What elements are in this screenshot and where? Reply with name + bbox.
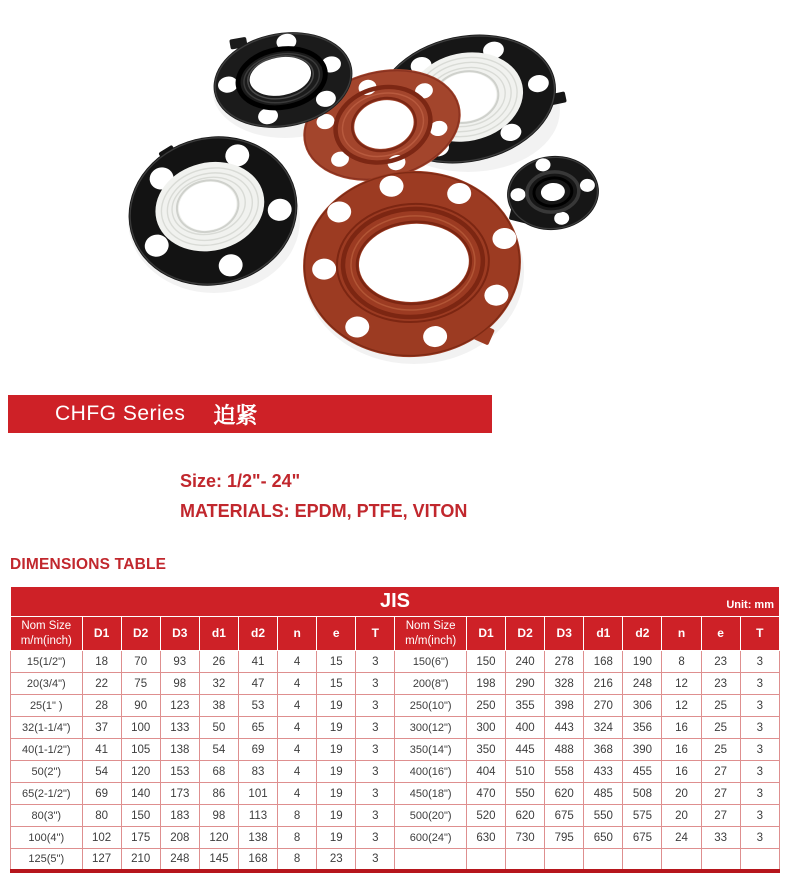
dim-cell: 3 <box>740 761 779 783</box>
dim-cell: 41 <box>238 651 277 673</box>
series-banner <box>8 395 492 433</box>
dim-cell: 150 <box>121 805 160 827</box>
dim-cell: 8 <box>278 827 317 849</box>
product-photo <box>0 0 790 390</box>
dim-cell: 25 <box>701 739 740 761</box>
col-header-D3: D3 <box>160 617 199 651</box>
dim-cell: 69 <box>82 783 121 805</box>
dim-cell: 18 <box>82 651 121 673</box>
dim-cell: 550 <box>584 805 623 827</box>
dim-cell: 120 <box>121 761 160 783</box>
dim-cell: 23 <box>701 673 740 695</box>
dim-cell: 240 <box>506 651 545 673</box>
col-header-D1: D1 <box>466 617 505 651</box>
dim-cell: 3 <box>740 651 779 673</box>
dim-cell: 190 <box>623 651 662 673</box>
table-row <box>11 827 780 849</box>
col-header-D2: D2 <box>506 617 545 651</box>
dim-cell: 445 <box>506 739 545 761</box>
dim-cell: 168 <box>584 651 623 673</box>
nom-size-cell: 125(5") <box>11 849 83 871</box>
dim-cell: 133 <box>160 717 199 739</box>
dim-cell: 69 <box>238 739 277 761</box>
dim-cell: 508 <box>623 783 662 805</box>
dim-cell: 27 <box>701 783 740 805</box>
dim-cell: 290 <box>506 673 545 695</box>
dim-cell: 650 <box>584 827 623 849</box>
dim-cell: 455 <box>623 761 662 783</box>
dim-cell: 8 <box>278 805 317 827</box>
dim-cell: 3 <box>740 827 779 849</box>
nom-size-cell: 600(24") <box>395 827 467 849</box>
dim-cell: 19 <box>317 783 356 805</box>
dim-cell: 398 <box>545 695 584 717</box>
dimensions-table <box>10 586 780 873</box>
nom-size-cell: 250(10") <box>395 695 467 717</box>
dim-cell: 443 <box>545 717 584 739</box>
dim-cell: 3 <box>356 849 395 871</box>
unit-label: Unit: mm <box>726 599 774 611</box>
dim-cell: 175 <box>121 827 160 849</box>
dim-cell: 168 <box>238 849 277 871</box>
dim-cell: 145 <box>199 849 238 871</box>
dim-cell: 183 <box>160 805 199 827</box>
dim-cell: 75 <box>121 673 160 695</box>
nom-size-cell: 350(14") <box>395 739 467 761</box>
dim-cell: 210 <box>121 849 160 871</box>
dim-cell: 433 <box>584 761 623 783</box>
dim-cell: 54 <box>199 739 238 761</box>
table-row <box>11 673 780 695</box>
nom-size-cell: 20(3/4") <box>11 673 83 695</box>
series-title: CHFG Series <box>55 402 186 425</box>
dim-cell: 153 <box>160 761 199 783</box>
dim-cell: 390 <box>623 739 662 761</box>
table-row <box>11 761 780 783</box>
dim-cell: 3 <box>356 827 395 849</box>
standard-band-row <box>11 587 780 617</box>
dim-cell: 4 <box>278 761 317 783</box>
dim-cell: 65 <box>238 717 277 739</box>
dim-cell: 19 <box>317 717 356 739</box>
nom-size-cell: 200(8") <box>395 673 467 695</box>
dim-cell: 630 <box>466 827 505 849</box>
dim-cell: 3 <box>740 739 779 761</box>
dim-cell: 306 <box>623 695 662 717</box>
dim-cell: 15 <box>317 651 356 673</box>
col-header-D1: D1 <box>82 617 121 651</box>
dim-cell: 470 <box>466 783 505 805</box>
col-header-D2: D2 <box>121 617 160 651</box>
dim-cell: 32 <box>199 673 238 695</box>
dim-cell: 98 <box>199 805 238 827</box>
dim-cell: 675 <box>545 805 584 827</box>
dim-cell: 70 <box>121 651 160 673</box>
dim-cell: 113 <box>238 805 277 827</box>
dim-cell: 33 <box>701 827 740 849</box>
dim-cell: 575 <box>623 805 662 827</box>
dim-cell: 620 <box>545 783 584 805</box>
materials-spec: MATERIALS: EPDM, PTFE, VITON <box>180 501 468 521</box>
dim-cell <box>545 849 584 871</box>
dim-cell: 278 <box>545 651 584 673</box>
dim-cell: 404 <box>466 761 505 783</box>
dim-cell: 80 <box>82 805 121 827</box>
dim-cell: 120 <box>199 827 238 849</box>
dim-cell: 38 <box>199 695 238 717</box>
dim-cell <box>740 849 779 871</box>
dim-cell: 3 <box>740 805 779 827</box>
col-header-D3: D3 <box>545 617 584 651</box>
gasket-black-small-right <box>503 151 603 234</box>
col-header-n: n <box>662 617 701 651</box>
dim-cell: 16 <box>662 739 701 761</box>
dim-cell: 26 <box>199 651 238 673</box>
dim-cell: 19 <box>317 739 356 761</box>
dim-cell: 53 <box>238 695 277 717</box>
nom-size-cell: 300(12") <box>395 717 467 739</box>
dim-cell: 22 <box>82 673 121 695</box>
dim-cell: 19 <box>317 827 356 849</box>
dim-cell: 102 <box>82 827 121 849</box>
dim-cell: 3 <box>740 783 779 805</box>
dim-cell: 100 <box>121 717 160 739</box>
dim-cell: 83 <box>238 761 277 783</box>
dim-cell: 4 <box>278 739 317 761</box>
dim-cell: 355 <box>506 695 545 717</box>
nom-size-cell: 32(1-1/4") <box>11 717 83 739</box>
dim-cell: 16 <box>662 717 701 739</box>
table-row <box>11 717 780 739</box>
dim-cell: 208 <box>160 827 199 849</box>
dim-cell: 3 <box>356 673 395 695</box>
table-row <box>11 849 780 871</box>
dim-cell: 23 <box>317 849 356 871</box>
dim-cell: 4 <box>278 783 317 805</box>
dim-cell: 3 <box>356 783 395 805</box>
col-header-nom-size: Nom Size m/m(inch) <box>395 617 467 651</box>
dim-cell: 350 <box>466 739 505 761</box>
dim-cell: 4 <box>278 695 317 717</box>
dim-cell: 3 <box>356 761 395 783</box>
product-photo-gaskets <box>0 0 790 390</box>
dim-cell: 138 <box>238 827 277 849</box>
dim-cell: 3 <box>356 805 395 827</box>
dim-cell: 730 <box>506 827 545 849</box>
dim-cell: 3 <box>356 695 395 717</box>
dim-cell: 16 <box>662 761 701 783</box>
dim-cell: 510 <box>506 761 545 783</box>
dim-cell <box>584 849 623 871</box>
dim-cell: 90 <box>121 695 160 717</box>
dim-cell: 520 <box>466 805 505 827</box>
column-header-row <box>11 617 780 651</box>
dim-cell: 138 <box>160 739 199 761</box>
nom-size-cell: 400(16") <box>395 761 467 783</box>
dim-cell: 25 <box>701 717 740 739</box>
nom-size-cell <box>395 849 467 871</box>
dim-cell: 27 <box>701 805 740 827</box>
dim-cell: 3 <box>356 717 395 739</box>
dim-cell: 675 <box>623 827 662 849</box>
dim-cell: 123 <box>160 695 199 717</box>
nom-size-cell: 25(1" ) <box>11 695 83 717</box>
dim-cell: 101 <box>238 783 277 805</box>
nom-size-cell: 50(2") <box>11 761 83 783</box>
dim-cell: 68 <box>199 761 238 783</box>
dim-cell: 248 <box>623 673 662 695</box>
dim-cell: 28 <box>82 695 121 717</box>
dim-cell: 27 <box>701 761 740 783</box>
nom-size-cell: 15(1/2") <box>11 651 83 673</box>
series-title-cn: 迫紧 <box>213 402 258 428</box>
gasket-black-ptfe-bottom-left <box>113 118 314 303</box>
dim-cell: 140 <box>121 783 160 805</box>
col-header-e: e <box>317 617 356 651</box>
dim-cell: 93 <box>160 651 199 673</box>
dim-cell: 8 <box>662 651 701 673</box>
product-specs <box>180 466 790 526</box>
dim-cell: 4 <box>278 717 317 739</box>
dim-cell <box>623 849 662 871</box>
col-header-T: T <box>356 617 395 651</box>
dim-cell: 300 <box>466 717 505 739</box>
dim-cell: 173 <box>160 783 199 805</box>
dim-cell: 270 <box>584 695 623 717</box>
dim-cell: 356 <box>623 717 662 739</box>
dim-cell: 328 <box>545 673 584 695</box>
dim-cell: 19 <box>317 805 356 827</box>
dim-cell: 150 <box>466 651 505 673</box>
dim-cell: 37 <box>82 717 121 739</box>
dim-cell: 3 <box>740 673 779 695</box>
nom-size-cell: 100(4") <box>11 827 83 849</box>
dim-cell: 250 <box>466 695 505 717</box>
dim-cell: 15 <box>317 673 356 695</box>
dim-cell: 485 <box>584 783 623 805</box>
dim-cell: 50 <box>199 717 238 739</box>
table-row <box>11 695 780 717</box>
col-header-T: T <box>740 617 779 651</box>
dim-cell: 20 <box>662 783 701 805</box>
dim-cell: 98 <box>160 673 199 695</box>
col-header-e: e <box>701 617 740 651</box>
dim-cell: 248 <box>160 849 199 871</box>
dim-cell: 198 <box>466 673 505 695</box>
nom-size-cell: 65(2-1/2") <box>11 783 83 805</box>
dim-cell: 47 <box>238 673 277 695</box>
dim-cell: 3 <box>356 739 395 761</box>
dim-cell <box>466 849 505 871</box>
dim-cell: 3 <box>356 651 395 673</box>
dim-cell: 19 <box>317 761 356 783</box>
dim-cell: 4 <box>278 651 317 673</box>
col-header-d2: d2 <box>238 617 277 651</box>
nom-size-cell: 150(6") <box>395 651 467 673</box>
dim-cell: 105 <box>121 739 160 761</box>
dim-cell: 12 <box>662 673 701 695</box>
dim-cell: 41 <box>82 739 121 761</box>
dim-cell <box>662 849 701 871</box>
dim-cell: 488 <box>545 739 584 761</box>
col-header-d1: d1 <box>584 617 623 651</box>
dim-cell: 324 <box>584 717 623 739</box>
nom-size-cell: 500(20") <box>395 805 467 827</box>
dim-cell <box>506 849 545 871</box>
dim-cell: 12 <box>662 695 701 717</box>
dim-cell: 368 <box>584 739 623 761</box>
dim-cell: 4 <box>278 673 317 695</box>
nom-size-cell: 40(1-1/2") <box>11 739 83 761</box>
standard-label: JIS <box>379 590 411 612</box>
dim-cell: 558 <box>545 761 584 783</box>
dim-cell: 20 <box>662 805 701 827</box>
dim-cell: 24 <box>662 827 701 849</box>
dim-cell <box>701 849 740 871</box>
table-row <box>11 783 780 805</box>
col-header-d2: d2 <box>623 617 662 651</box>
dim-cell: 3 <box>740 695 779 717</box>
table-row <box>11 651 780 673</box>
col-header-nom-size: Nom Size m/m(inch) <box>11 617 83 651</box>
dim-cell: 3 <box>740 717 779 739</box>
size-spec: Size: 1/2"- 24" <box>180 471 301 491</box>
dim-cell: 216 <box>584 673 623 695</box>
dim-cell: 550 <box>506 783 545 805</box>
dim-cell: 127 <box>82 849 121 871</box>
dim-cell: 795 <box>545 827 584 849</box>
col-header-n: n <box>278 617 317 651</box>
dim-cell: 86 <box>199 783 238 805</box>
col-header-d1: d1 <box>199 617 238 651</box>
nom-size-cell: 450(18") <box>395 783 467 805</box>
table-row <box>11 739 780 761</box>
dim-cell: 400 <box>506 717 545 739</box>
dim-cell: 25 <box>701 695 740 717</box>
dim-cell: 54 <box>82 761 121 783</box>
table-row <box>11 805 780 827</box>
dim-cell: 8 <box>278 849 317 871</box>
dim-cell: 19 <box>317 695 356 717</box>
standard-band <box>11 587 780 617</box>
dim-cell: 23 <box>701 651 740 673</box>
dim-cell: 620 <box>506 805 545 827</box>
dimensions-section-title: DIMENSIONS TABLE <box>10 556 167 573</box>
nom-size-cell: 80(3") <box>11 805 83 827</box>
gasket-red-bottom <box>297 164 527 365</box>
